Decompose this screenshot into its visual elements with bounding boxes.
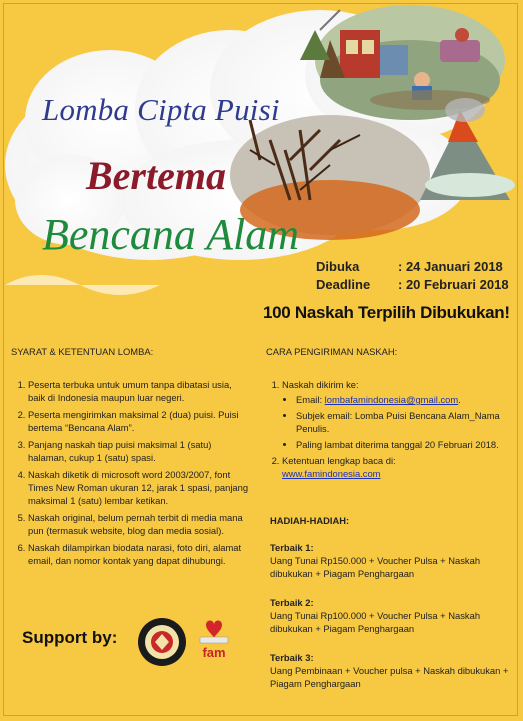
rules-section <box>11 345 251 571</box>
prize-third <box>270 651 510 690</box>
submission-list <box>266 378 516 480</box>
rule-item: 4. Naskah diketik di microsoft word 2003/2007, font Times New Roman ukuran 12, jarak 1 spasi, panjang maksimal 1 (satu) lembar ketikan. <box>28 468 251 507</box>
rule-item: 6. Naskah dilampirkan biodata narasi, foto diri, alamat email, dan nomor kontak yang dapat dihubungi. <box>28 541 251 567</box>
prize-third-text: Uang Pembinaan + Voucher pulsa + Naskah dibukukan + Piagam Penghargaan <box>270 665 509 689</box>
website-link[interactable]: www.famindonesia.com <box>282 468 381 479</box>
open-date-label: Dibuka <box>316 259 360 274</box>
title-line-3: Bencana Alam <box>42 210 300 259</box>
submission-details <box>282 393 516 451</box>
rule-item: 1. Peserta terbuka untuk umum tanpa dibatasi usia, baik di Indonesia maupun luar negeri. <box>28 378 251 404</box>
title-line-1: Lomba Cipta Puisi <box>42 92 280 127</box>
rule-item: 5. Naskah original, belum pernah terbit di media mana pun (termasuk website, blog dan media sosial). <box>28 511 251 537</box>
submission-heading: CARA PENGIRIMAN NASKAH: <box>266 346 398 357</box>
submission-section <box>266 345 516 480</box>
prize-second-title: Terbaik 2: <box>270 597 314 608</box>
rules-list <box>11 378 251 567</box>
support-label: Support by: <box>22 628 118 647</box>
submission-item-2 <box>282 454 516 480</box>
sponsor-seal-logo <box>137 617 187 667</box>
rule-item: 3. Panjang naskah tiap puisi maksimal 1 (satu) halaman, cukup 1 (satu) spasi. <box>28 438 251 464</box>
email-line <box>296 393 516 406</box>
email-suffix: . <box>458 394 461 405</box>
headline: 100 Naskah Terpilih Dibukukan! <box>263 303 510 322</box>
rule-item: 2. Peserta mengirimkan maksimal 2 (dua) puisi. Puisi bertema “Bencana Alam”. <box>28 408 251 434</box>
deadline-value: : 20 Februari 2018 <box>398 277 509 292</box>
prize-first-title: Terbaik 1: <box>270 542 314 553</box>
title-line-2: Bertema <box>86 153 226 198</box>
rules-heading: SYARAT & KETENTUAN LOMBA: <box>11 346 154 357</box>
prizes-heading: HADIAH-HADIAH: <box>270 515 350 526</box>
dates-block <box>316 258 509 294</box>
fam-publishing-logo <box>194 617 234 667</box>
prize-first <box>270 541 510 580</box>
submission-item-1-text: Naskah dikirim ke: <box>282 379 359 390</box>
prize-second <box>270 596 510 635</box>
deadline-label: Deadline <box>316 277 371 292</box>
prize-second-text: Uang Tunai Rp100.000 + Voucher Pulsa + Naskah dibukukan + Piagam Penghargaan <box>270 610 481 634</box>
fam-logo-text: fam <box>202 645 226 660</box>
submission-item-2-text: Ketentuan lengkap baca di: <box>282 455 396 466</box>
prize-third-title: Terbaik 3: <box>270 652 314 663</box>
open-date-value: : 24 Januari 2018 <box>398 259 503 274</box>
prize-first-text: Uang Tunai Rp150.000 + Voucher Pulsa + Naskah dibukukan + Piagam Penghargaan <box>270 555 481 579</box>
email-label: Email: <box>296 394 325 405</box>
subject-line: • Subjek email: Lomba Puisi Bencana Alam_Nama Penulis. <box>296 409 516 435</box>
submission-item-1 <box>282 378 516 451</box>
email-link[interactable]: lombafamindonesia@gmail.com <box>324 394 459 405</box>
latest-date-line: • Paling lambat diterima tanggal 20 Februari 2018. <box>296 438 516 451</box>
